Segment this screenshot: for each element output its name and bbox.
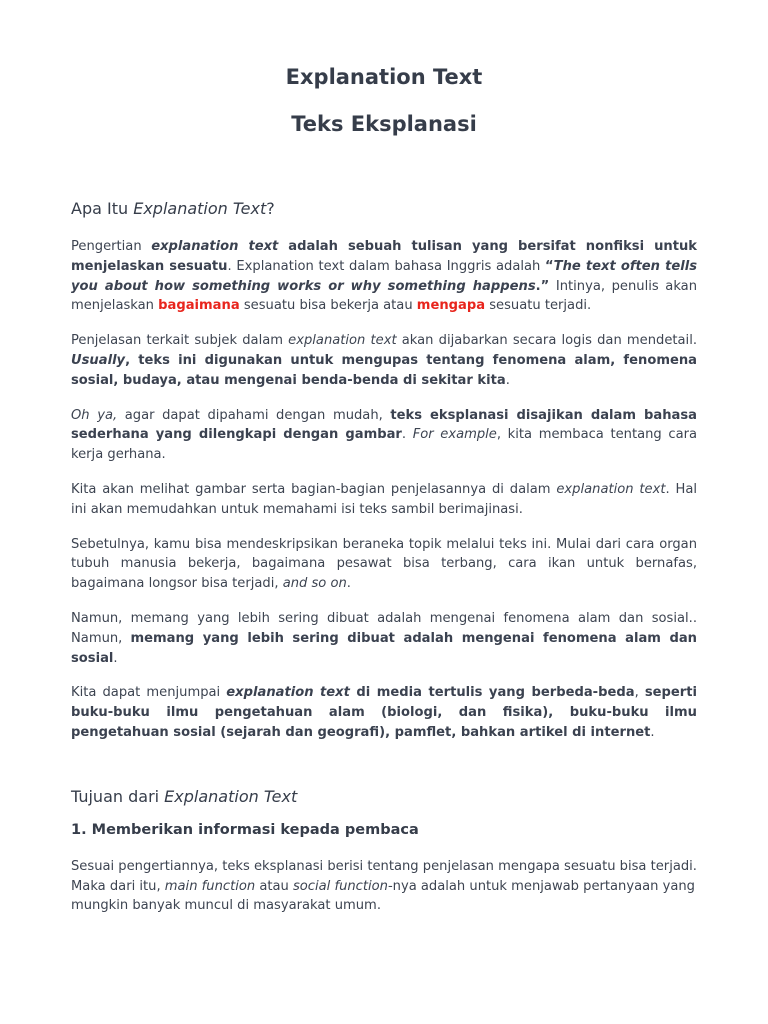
bold-text: adalah sebuah tulisan yang bersifat nonfiksi untuk menjelaskan sesuatu — [71, 239, 697, 274]
text: sesuatu terjadi. — [485, 298, 592, 314]
text: . — [650, 724, 655, 740]
paragraph-definition — [71, 237, 697, 316]
emphasis: main function — [164, 878, 256, 894]
text: Sebetulnya, kamu bisa mendeskripsikan beraneka topik melalui teks ini. Mulai dari cara organ tubuh manusia bekerja, bagaimana pesawat bisa terbang, cara ikan untuk bernafas, bagaimana longsor bisa terjadi, — [71, 536, 697, 592]
text: . — [113, 650, 118, 666]
bold-text: “ — [545, 258, 554, 274]
text: Sesuai pengertiannya, teks eksplanasi berisi tentang penjelasan mengapa sesuatu bisa terjadi. Maka dari itu, — [71, 858, 697, 894]
paragraph-images — [71, 480, 697, 520]
paragraph-explanation — [71, 331, 697, 390]
paragraph-topics — [71, 535, 697, 594]
bold-text: .” — [535, 278, 550, 294]
paragraph-function — [71, 857, 697, 916]
section-heading-apa-itu — [71, 198, 697, 220]
bold-emphasis: explanation text — [226, 685, 350, 701]
bold-text: seperti buku-buku ilmu pengetahuan alam (biologi, dan fisika), buku-buku ilmu pengetahuan sosial (sejarah dan geografi), pamflet, bahkan artikel di internet — [71, 685, 697, 740]
text: akan dijabarkan secara logis dan mendetail. — [396, 333, 697, 349]
term-emphasis: explanation text — [288, 333, 397, 349]
heading-text: Apa Itu — [71, 199, 134, 218]
text: Intinya, penulis akan menjelaskan — [71, 278, 697, 314]
bold-emphasis: Usually — [71, 352, 126, 368]
heading-text: ? — [266, 199, 275, 218]
text: Namun, memang yang lebih sering dibuat adalah mengenai fenomena alam dan sosial.. Namun, — [71, 610, 697, 646]
text: -nya adalah untuk menjawab pertanyaan yang mungkin banyak muncul di masyarakat umum. — [71, 878, 695, 914]
emphasis: For example — [412, 427, 497, 443]
text: . Explanation text dalam bahasa Inggris adalah — [227, 258, 546, 274]
paragraph-presentation — [71, 406, 697, 465]
page-title: Explanation Text — [285, 65, 483, 89]
text: . Hal ini akan memudahkan untuk memahami isi teks sambil berimajinasi. — [71, 481, 698, 517]
bold-text: , teks ini digunakan untuk mengupas tentang fenomena alam, fenomena sosial, budaya, atau mengenai benda-benda di sekitar kita — [71, 352, 697, 388]
section-heading-tujuan — [71, 786, 697, 808]
text: agar dapat dipahami dengan mudah, — [117, 407, 391, 423]
text: Penjelasan terkait subjek dalam — [71, 333, 289, 349]
text: . — [505, 372, 510, 388]
emphasis: Oh ya, — [71, 407, 118, 423]
heading-text: Tujuan dari — [71, 786, 165, 806]
term-emphasis: explanation text — [151, 239, 279, 254]
text: Pengertian — [71, 239, 152, 254]
quote-emphasis: The text often tells you about how something works or why something happens — [71, 258, 697, 294]
text: . — [346, 576, 351, 592]
emphasis: explanation text — [556, 481, 666, 497]
heading-emphasis: Explanation Text — [133, 199, 267, 218]
heading-emphasis: Explanation Text — [164, 786, 298, 806]
emphasis: social function — [292, 878, 388, 894]
bold-text: teks eksplanasi disajikan dalam bahasa sederhana yang dilengkapi dengan gambar — [71, 407, 698, 443]
emphasis: and so on — [282, 576, 347, 592]
text: , kita membaca tentang cara kerja gerhana. — [71, 427, 698, 463]
paragraph-media — [71, 683, 697, 742]
page-subtitle: Teks Eksplanasi — [291, 112, 477, 136]
text: , — [634, 685, 645, 701]
text: Kita dapat menjumpai — [71, 685, 227, 701]
text: . — [401, 427, 413, 443]
highlight-red: mengapa — [416, 298, 486, 314]
bold-text: memang yang lebih sering dibuat adalah mengenai fenomena alam dan sosial — [71, 630, 697, 666]
subheading-informasi: 1. Memberikan informasi kepada pembaca — [71, 821, 419, 838]
highlight-red: bagaimana — [158, 298, 240, 314]
paragraph-phenomena — [71, 609, 697, 668]
text: Kita akan melihat gambar serta bagian-bagian penjelasannya di dalam — [71, 481, 557, 497]
bold-text: di media tertulis yang berbeda-beda — [349, 685, 635, 701]
text: atau — [255, 878, 293, 894]
text: sesuatu bisa bekerja atau — [239, 298, 417, 314]
